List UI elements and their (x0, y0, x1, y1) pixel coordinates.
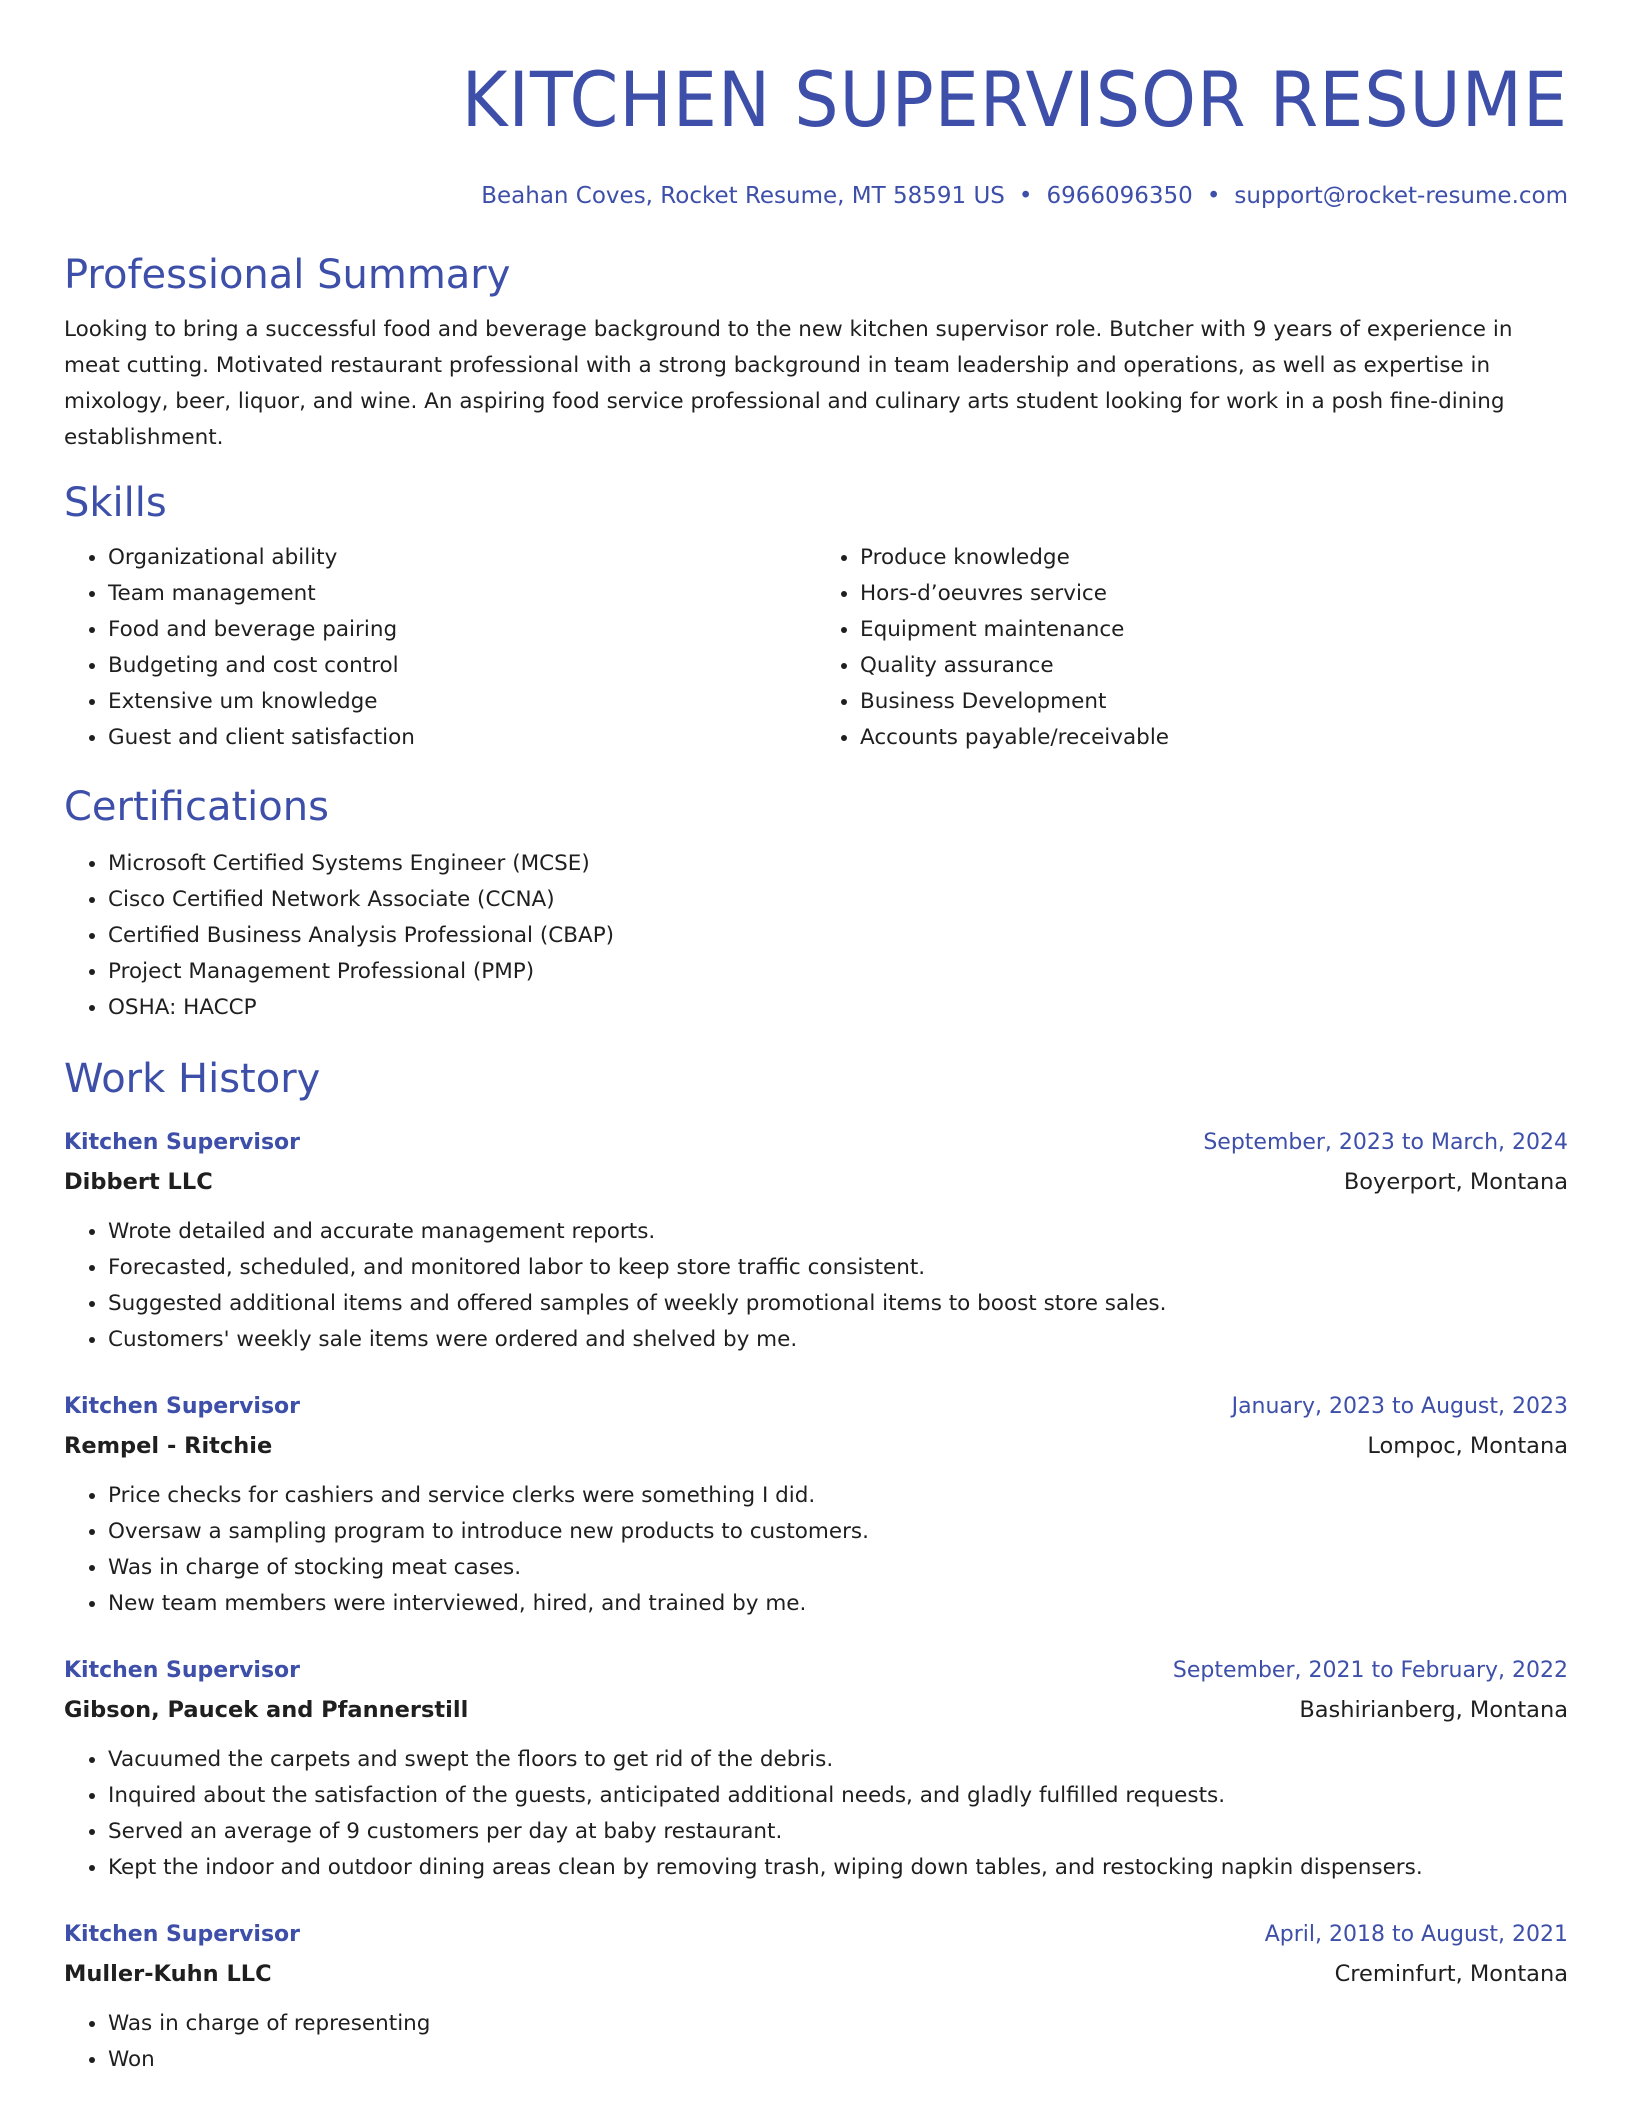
contact-address: Beahan Coves, Rocket Resume, MT 58591 US (481, 183, 1005, 209)
contact-email[interactable]: support@rocket-resume.com (1234, 183, 1568, 209)
skill-item: • Guest and client satisfaction (108, 720, 816, 756)
job-location: Creminfurt, Montana (1334, 1961, 1568, 1987)
job-location: Lompoc, Montana (1367, 1433, 1568, 1459)
job-duties (64, 1742, 1568, 1886)
job-duty-item: • Customers' weekly sale items were ordered and shelved by me. (108, 1322, 1568, 1358)
job-entry (64, 1652, 1568, 1886)
skill-item: • Accounts payable/receivable (860, 720, 1568, 756)
job-company: Muller-Kuhn LLC (64, 1961, 272, 1987)
job-title: Kitchen Supervisor (64, 1658, 301, 1683)
contact-phone[interactable]: 6966096350 (1046, 183, 1193, 209)
job-company-row (64, 1162, 1568, 1202)
certification-item: • Cisco Certified Network Associate (CCNA) (108, 882, 1568, 918)
skill-item: • Produce knowledge (860, 540, 1568, 576)
job-location: Bashirianberg, Montana (1299, 1697, 1568, 1723)
job-duties (64, 2006, 1568, 2078)
skill-item: • Budgeting and cost control (108, 648, 816, 684)
page-title: KITCHEN SUPERVISOR RESUME (461, 55, 1568, 144)
certifications-heading: Certifications (64, 784, 329, 830)
job-duty-item: • Vacuumed the carpets and swept the floors to get rid of the debris. (108, 1742, 1568, 1778)
job-dates: September, 2023 to March, 2024 (1203, 1130, 1568, 1155)
certifications-list (64, 846, 1568, 1026)
skill-item: • Quality assurance (860, 648, 1568, 684)
job-company-row (64, 1426, 1568, 1466)
skill-item: • Team management (108, 576, 816, 612)
job-duty-item: • New team members were interviewed, hired, and trained by me. (108, 1586, 1568, 1622)
skill-item: • Food and beverage pairing (108, 612, 816, 648)
job-duties (64, 1214, 1568, 1358)
skills-right-column (816, 540, 1568, 756)
resume-header (64, 0, 1568, 212)
job-entry (64, 1124, 1568, 1358)
job-dates: September, 2021 to February, 2022 (1172, 1658, 1568, 1683)
resume-page (64, 0, 1568, 2078)
skill-item: • Organizational ability (108, 540, 816, 576)
job-duty-item: • Served an average of 9 customers per day at baby restaurant. (108, 1814, 1568, 1850)
job-header-row (64, 1652, 1568, 1690)
skill-item: • Extensive um knowledge (108, 684, 816, 720)
job-duties (64, 1478, 1568, 1622)
certification-item: • OSHA: HACCP (108, 990, 1568, 1026)
skill-item: • Business Development (860, 684, 1568, 720)
skill-item: • Hors-d’oeuvres service (860, 576, 1568, 612)
job-header-row (64, 1916, 1568, 1954)
job-duty-item: • Won (108, 2042, 1568, 2078)
job-title: Kitchen Supervisor (64, 1922, 301, 1947)
work-history-list (64, 1124, 1568, 2078)
job-duty-item: • Oversaw a sampling program to introduce new products to customers. (108, 1514, 1568, 1550)
job-header-row (64, 1124, 1568, 1162)
skills-heading: Skills (64, 480, 167, 526)
skill-item: • Equipment maintenance (860, 612, 1568, 648)
job-duty-item: • Price checks for cashiers and service clerks were something I did. (108, 1478, 1568, 1514)
job-company: Dibbert LLC (64, 1169, 213, 1195)
job-company-row (64, 1690, 1568, 1730)
job-company: Gibson, Paucek and Pfannerstill (64, 1697, 469, 1723)
contact-separator: • (1206, 183, 1221, 209)
job-company: Rempel - Ritchie (64, 1433, 273, 1459)
job-dates: January, 2023 to August, 2023 (1231, 1394, 1568, 1419)
job-duty-item: • Inquired about the satisfaction of the guests, anticipated additional needs, and gladly fulfilled requests. (108, 1778, 1568, 1814)
job-duty-item: • Wrote detailed and accurate management reports. (108, 1214, 1568, 1250)
job-duty-item: • Forecasted, scheduled, and monitored labor to keep store traffic consistent. (108, 1250, 1568, 1286)
job-dates: April, 2018 to August, 2021 (1264, 1922, 1568, 1947)
summary-heading: Professional Summary (64, 252, 511, 298)
job-entry (64, 1388, 1568, 1622)
work-history-heading: Work History (64, 1056, 321, 1102)
job-company-row (64, 1954, 1568, 1994)
job-title: Kitchen Supervisor (64, 1130, 301, 1155)
certification-item: • Microsoft Certified Systems Engineer (MCSE) (108, 846, 1568, 882)
contact-separator: • (1018, 183, 1033, 209)
skills-list (64, 540, 1568, 756)
job-location: Boyerport, Montana (1343, 1169, 1568, 1195)
contact-line (64, 180, 1568, 212)
summary-text: Looking to bring a successful food and beverage background to the new kitchen supervisor role. Butcher with 9 years of experience in meat cutting. Motivated restaurant professional with a strong background in team leadership and operations, as well as expertise in mixology, beer, liquor, and wine. An aspiring food service professional and culinary arts student looking for work in a posh fine-dining establishment. (64, 317, 1513, 450)
job-header-row (64, 1388, 1568, 1426)
job-title: Kitchen Supervisor (64, 1394, 301, 1419)
job-entry (64, 1916, 1568, 2078)
job-duty-item: • Suggested additional items and offered samples of weekly promotional items to boost store sales. (108, 1286, 1568, 1322)
certification-item: • Certified Business Analysis Professional (CBAP) (108, 918, 1568, 954)
skills-left-column (64, 540, 816, 756)
job-duty-item: • Kept the indoor and outdoor dining areas clean by removing trash, wiping down tables, and restocking napkin dispensers. (108, 1850, 1568, 1886)
job-duty-item: • Was in charge of stocking meat cases. (108, 1550, 1568, 1586)
certification-item: • Project Management Professional (PMP) (108, 954, 1568, 990)
job-duty-item: • Was in charge of representing (108, 2006, 1568, 2042)
